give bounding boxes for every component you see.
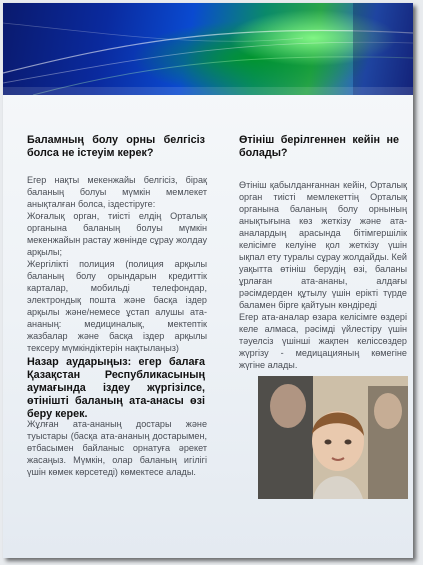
- banner-light-streaks: [3, 3, 413, 95]
- right-body-para-2: Егер ата-аналар өзара келісімге өздері келе алмаса, рәсімді үйлестіру үшін тәуелсіз үшінші жақпен келіссөздер жүргізу - медицацияның көмегіне жүгіне алады.: [239, 312, 407, 370]
- child-photo-illustration: [258, 376, 408, 499]
- left-note-heading: Назар аударыңыз: егер балаға Қазақстан Республикасының аумағында іздеу жүргізілсе, өтінішті баланың ата-анасы өзі беру керек.: [27, 356, 205, 420]
- right-body: [239, 179, 407, 371]
- brochure-page: [3, 3, 413, 558]
- child-photo: [258, 376, 408, 499]
- left-body: [27, 174, 207, 354]
- left-body-intro: Егер нақты мекенжайы белгісіз, бірақ баланың болуы мүмкін мемлекет анықталған болса, іздестіруге:: [27, 175, 207, 209]
- right-heading: Өтініш берілгеннен кейін не болады?: [239, 134, 399, 159]
- left-body-2: Жұлған ата-ананың достары және туыстары (басқа ата-ананың достарымен, өтбасымен байланыс орнатуға әрекет жасаңыз. Мүмкін, олар баланың игілігі үшін көмек көрсетеді) көмектесе алады.: [27, 419, 207, 477]
- left-heading: Баламның болу орны белгісіз болса не істеуім керек?: [27, 134, 205, 159]
- right-body-para-1: Өтініш қабылданғаннан кейін, Орталық орган тиісті мемлекеттің Орталық органына баланың болу орнының анықтығына көз жеткізу және ата-аналардың арасында бітімгершілік келісімге келуіне қол жеткізу үшін ықпал ету туралы сұрау жолдайды. Кей уақытта өтініш берудің өзі, баланы ұрлаған ата-ананы, алдағы рәсімдерден құтылу үшін ерікті түрде баламен бірге қайтуын көндіреді: [239, 180, 407, 310]
- header-banner: [3, 3, 413, 95]
- left-body-item-1: Жоғалық орган, тиісті елдің Орталық органына баланың болуы мүмкін мекенжайын растау жөнінде сұрау жолдау арқылы;: [27, 211, 207, 257]
- left-body-item-2: Жергілікті полиция (полиция арқылы баланың болу орындарын кредиттік карталар, мобильді телефондар, электрондық пошта және басқа іздер арқылы және/немесе ұстап алушы ата-ананың: медициналық, мектептік жазбалар және басқа іздер арқылы тексеру мүмкіндіктерін нақтылаңыз): [27, 259, 207, 353]
